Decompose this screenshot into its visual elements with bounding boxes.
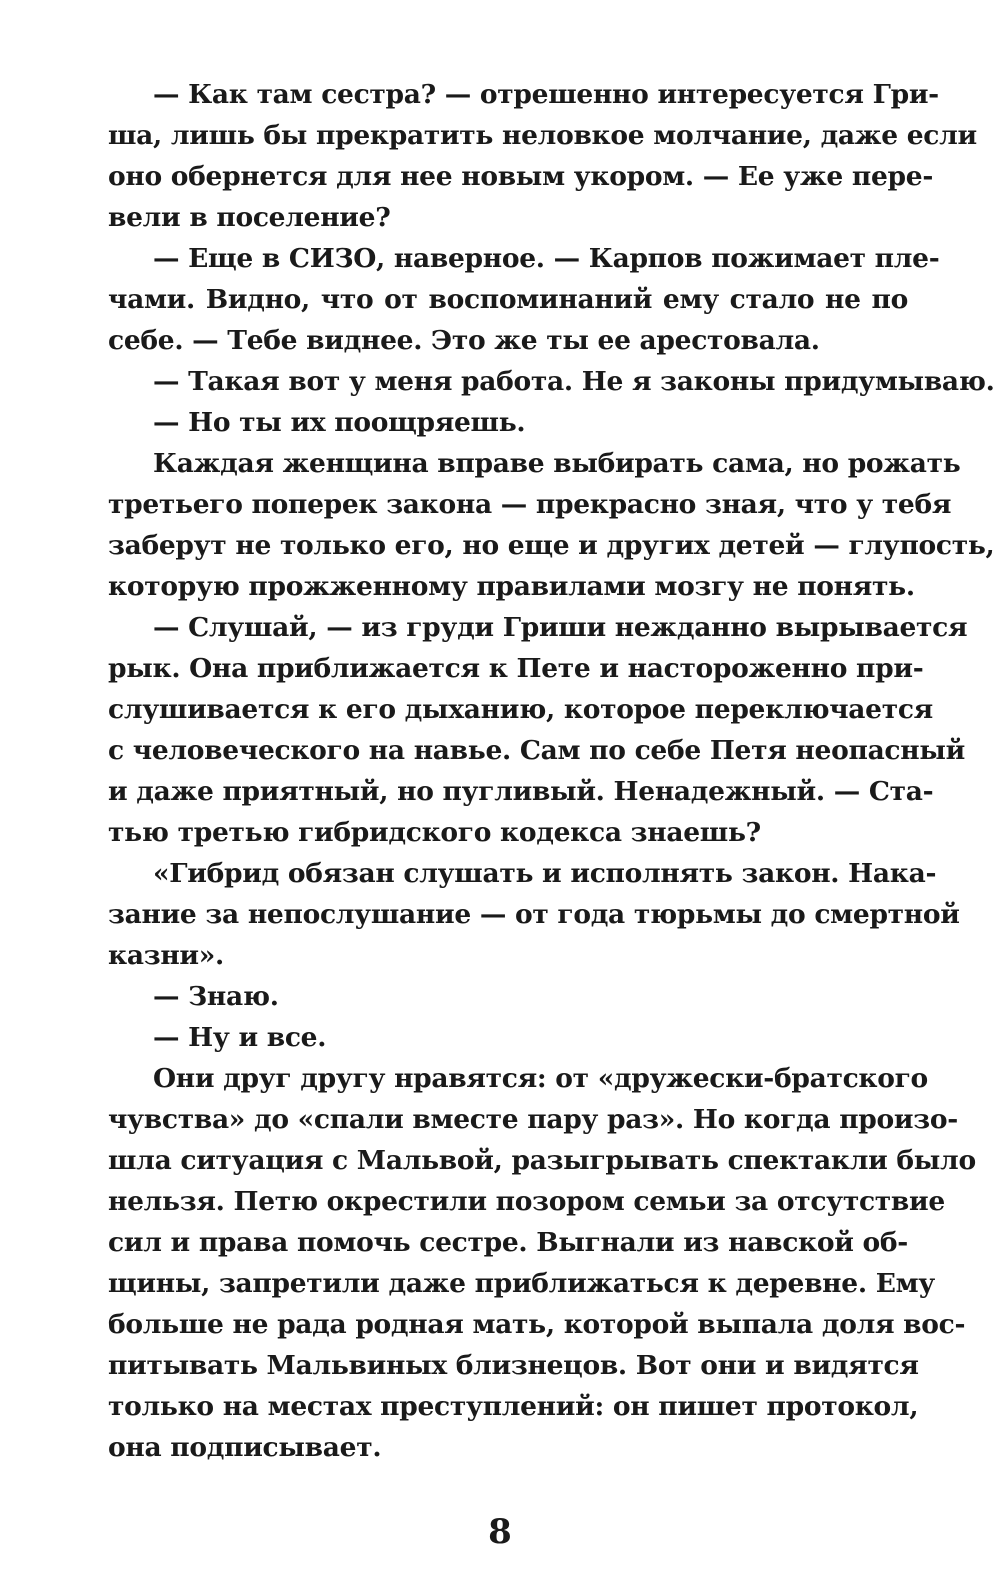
text-line: которую прожженному правилами мозгу не понять. bbox=[108, 571, 915, 602]
text-line: она подписывает. bbox=[108, 1432, 382, 1463]
text-line: с человеческого на навье. Сам по себе Петя неопасный bbox=[108, 735, 965, 766]
text-line: себе. — Тебе виднее. Это же ты ее арестовала. bbox=[108, 325, 820, 356]
text-line: питывать Мальвиных близнецов. Вот они и видятся bbox=[108, 1350, 919, 1381]
text-line: — Такая вот у меня работа. Не я законы придумываю. bbox=[153, 366, 995, 397]
page-body bbox=[108, 74, 995, 1468]
text-line: вели в поселение? bbox=[108, 202, 391, 233]
text-line: рык. Она приближается к Пете и настороженно при- bbox=[108, 653, 924, 684]
text-line: — Еще в СИЗО, наверное. — Карпов пожимает пле- bbox=[153, 243, 940, 274]
text-line: и даже приятный, но пугливый. Ненадежный. — Ста- bbox=[108, 776, 934, 807]
text-line: — Но ты их поощряешь. bbox=[153, 407, 526, 438]
page-number: 8 bbox=[488, 1512, 512, 1552]
text-line: чувства» до «спали вместе пару раз». Но когда произо- bbox=[108, 1104, 958, 1135]
text-line: — Слушай, — из груди Гриши нежданно вырывается bbox=[153, 612, 968, 643]
text-line: шла ситуация с Мальвой, разыгрывать спектакли было bbox=[108, 1145, 976, 1176]
text-line: Каждая женщина вправе выбирать сама, но рожать bbox=[153, 448, 961, 479]
text-line: чами. Видно, что от воспоминаний ему стало не по bbox=[108, 284, 908, 315]
text-line: нельзя. Петю окрестили позором семьи за отсутствие bbox=[108, 1186, 945, 1217]
text-line: казни». bbox=[108, 940, 224, 971]
text-line: — Знаю. bbox=[153, 981, 279, 1012]
text-line: оно обернется для нее новым укором. — Ее уже пере- bbox=[108, 161, 934, 192]
text-line: слушивается к его дыханию, которое переключается bbox=[108, 694, 933, 725]
text-line: третьего поперек закона — прекрасно зная, что у тебя bbox=[108, 489, 952, 520]
text-line: Они друг другу нравятся: от «дружески-братского bbox=[153, 1063, 928, 1094]
text-line: только на местах преступлений: он пишет протокол, bbox=[108, 1391, 919, 1422]
text-line: «Гибрид обязан слушать и исполнять закон. Нака- bbox=[153, 858, 937, 889]
text-line: щины, запретили даже приближаться к деревне. Ему bbox=[108, 1268, 935, 1299]
text-line: — Ну и все. bbox=[153, 1022, 327, 1053]
text-line: зание за непослушание — от года тюрьмы до смертной bbox=[108, 899, 960, 930]
text-line: ша, лишь бы прекратить неловкое молчание, даже если bbox=[108, 120, 977, 151]
text-line: заберут не только его, но еще и других детей — глупость, bbox=[108, 530, 995, 561]
text-line: — Как там сестра? — отрешенно интересуется Гри- bbox=[153, 79, 939, 110]
text-line: больше не рада родная мать, которой выпала доля вос- bbox=[108, 1309, 966, 1340]
text-line: сил и права помочь сестре. Выгнали из навской об- bbox=[108, 1227, 908, 1258]
text-line: тью третью гибридского кодекса знаешь? bbox=[108, 817, 761, 848]
